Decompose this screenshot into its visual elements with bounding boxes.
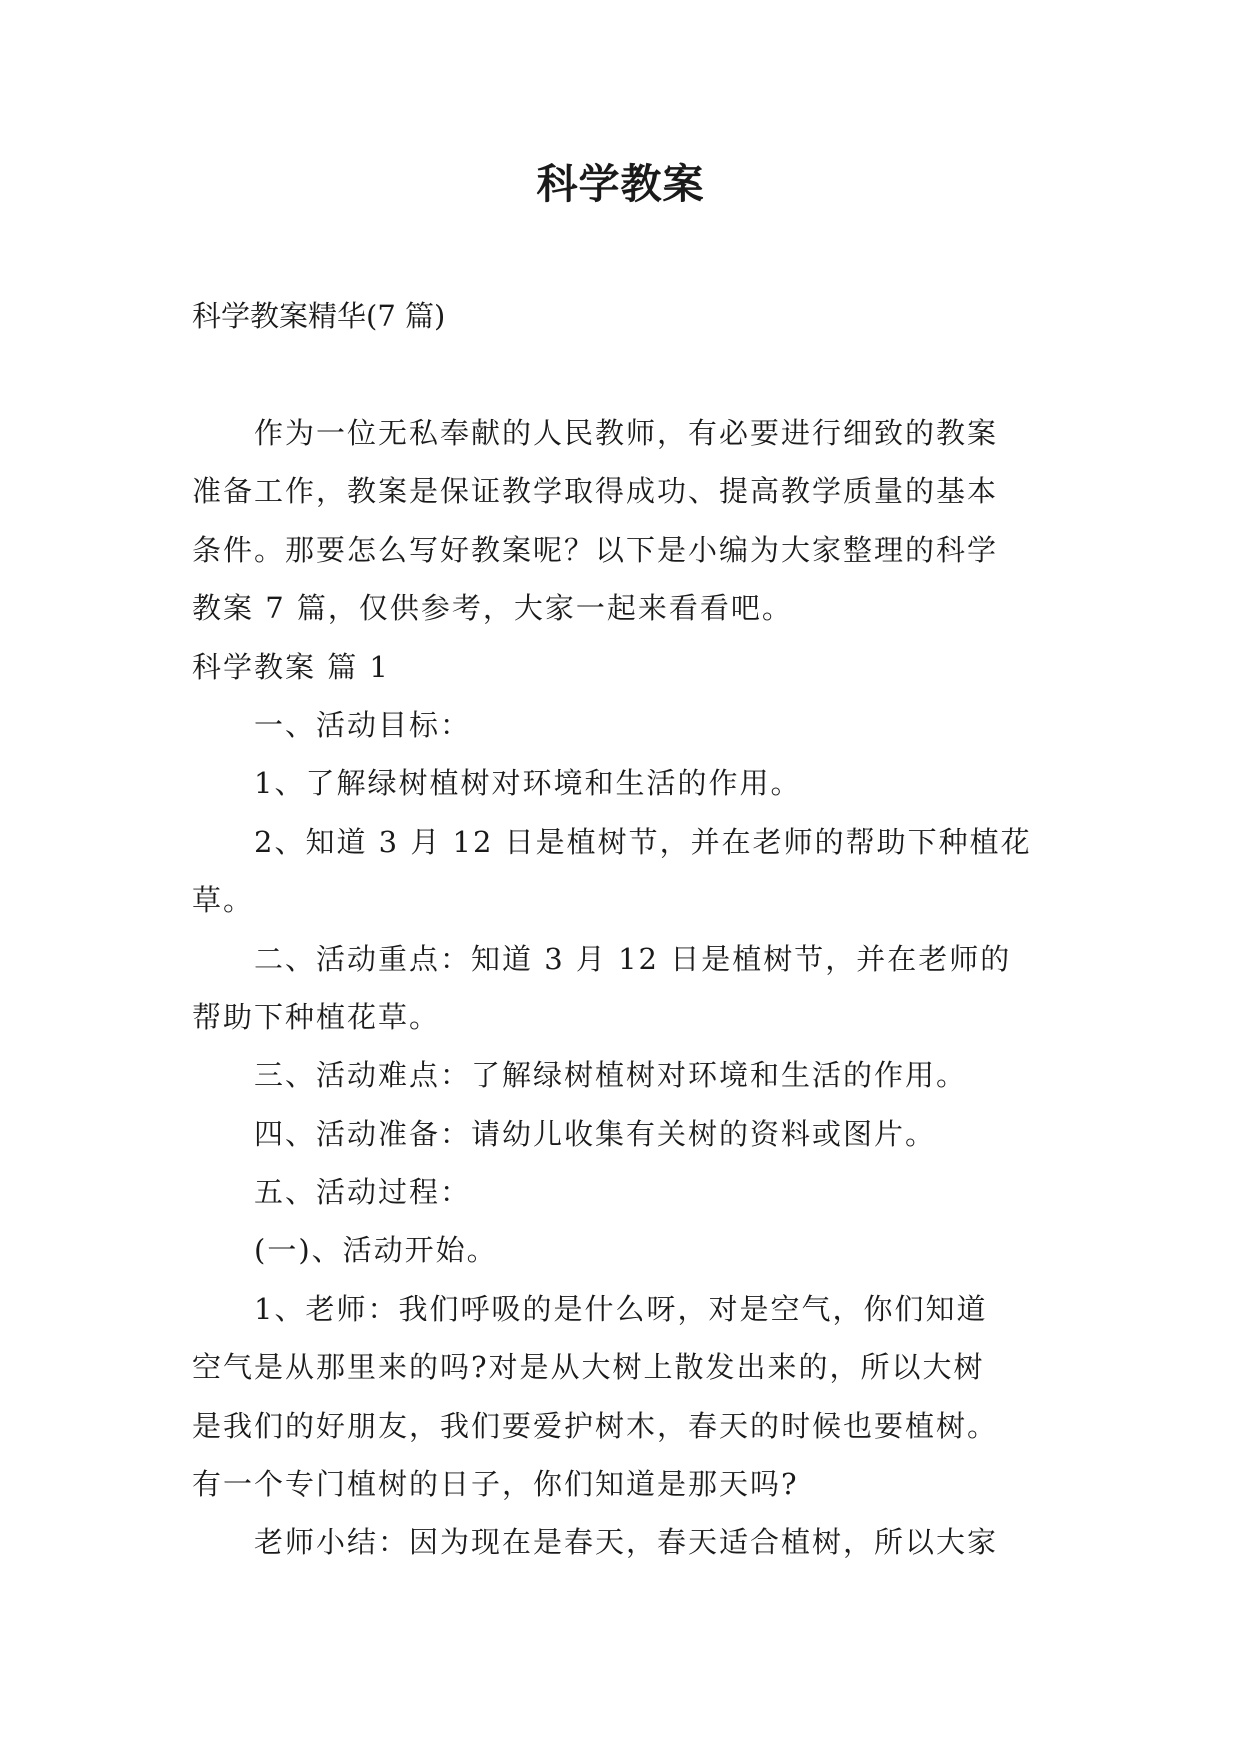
text-line: 三、活动难点：了解绿树植树对环境和生活的作用。 bbox=[254, 1058, 968, 1093]
text-line: 科学教案 篇 1 bbox=[192, 649, 390, 684]
text-line: 条件。那要怎么写好教案呢？以下是小编为大家整理的科学 bbox=[192, 532, 999, 567]
document-body bbox=[192, 404, 1052, 1572]
text-line: 空气是从那里来的吗?对是从大树上散发出来的，所以大树 bbox=[192, 1350, 985, 1385]
text-line: 五、活动过程： bbox=[254, 1175, 472, 1210]
text-line: 老师小结：因为现在是春天，春天适合植树，所以大家 bbox=[254, 1525, 999, 1560]
text-line: 1、老师：我们呼吸的是什么呀，对是空气，你们知道 bbox=[254, 1291, 988, 1326]
text-line: (一)、活动开始。 bbox=[254, 1233, 498, 1268]
text-line: 二、活动重点：知道 3 月 12 日是植树节，并在老师的 bbox=[254, 941, 1012, 976]
text-line: 草。 bbox=[192, 883, 255, 918]
text-line: 有一个专门植树的日子，你们知道是那天吗? bbox=[192, 1467, 799, 1502]
text-line: 作为一位无私奉献的人民教师，有必要进行细致的教案 bbox=[254, 416, 999, 450]
document-subtitle: 科学教案精华(7 篇) bbox=[192, 299, 446, 333]
document-title: 科学教案 bbox=[536, 160, 705, 208]
text-line: 帮助下种植花草。 bbox=[192, 999, 441, 1034]
text-line: 教案 7 篇，仅供参考，大家一起来看看吧。 bbox=[192, 591, 793, 626]
text-line: 一、活动目标： bbox=[254, 707, 472, 742]
text-line: 2、知道 3 月 12 日是植树节，并在老师的帮助下种植花 bbox=[254, 824, 1032, 859]
text-line: 准备工作，教案是保证教学取得成功、提高教学质量的基本 bbox=[192, 474, 999, 509]
text-line: 1、了解绿树植树对环境和生活的作用。 bbox=[254, 766, 802, 801]
text-line: 是我们的好朋友，我们要爱护树木，春天的时候也要植树。 bbox=[192, 1408, 999, 1443]
text-line: 四、活动准备：请幼儿收集有关树的资料或图片。 bbox=[254, 1116, 937, 1151]
